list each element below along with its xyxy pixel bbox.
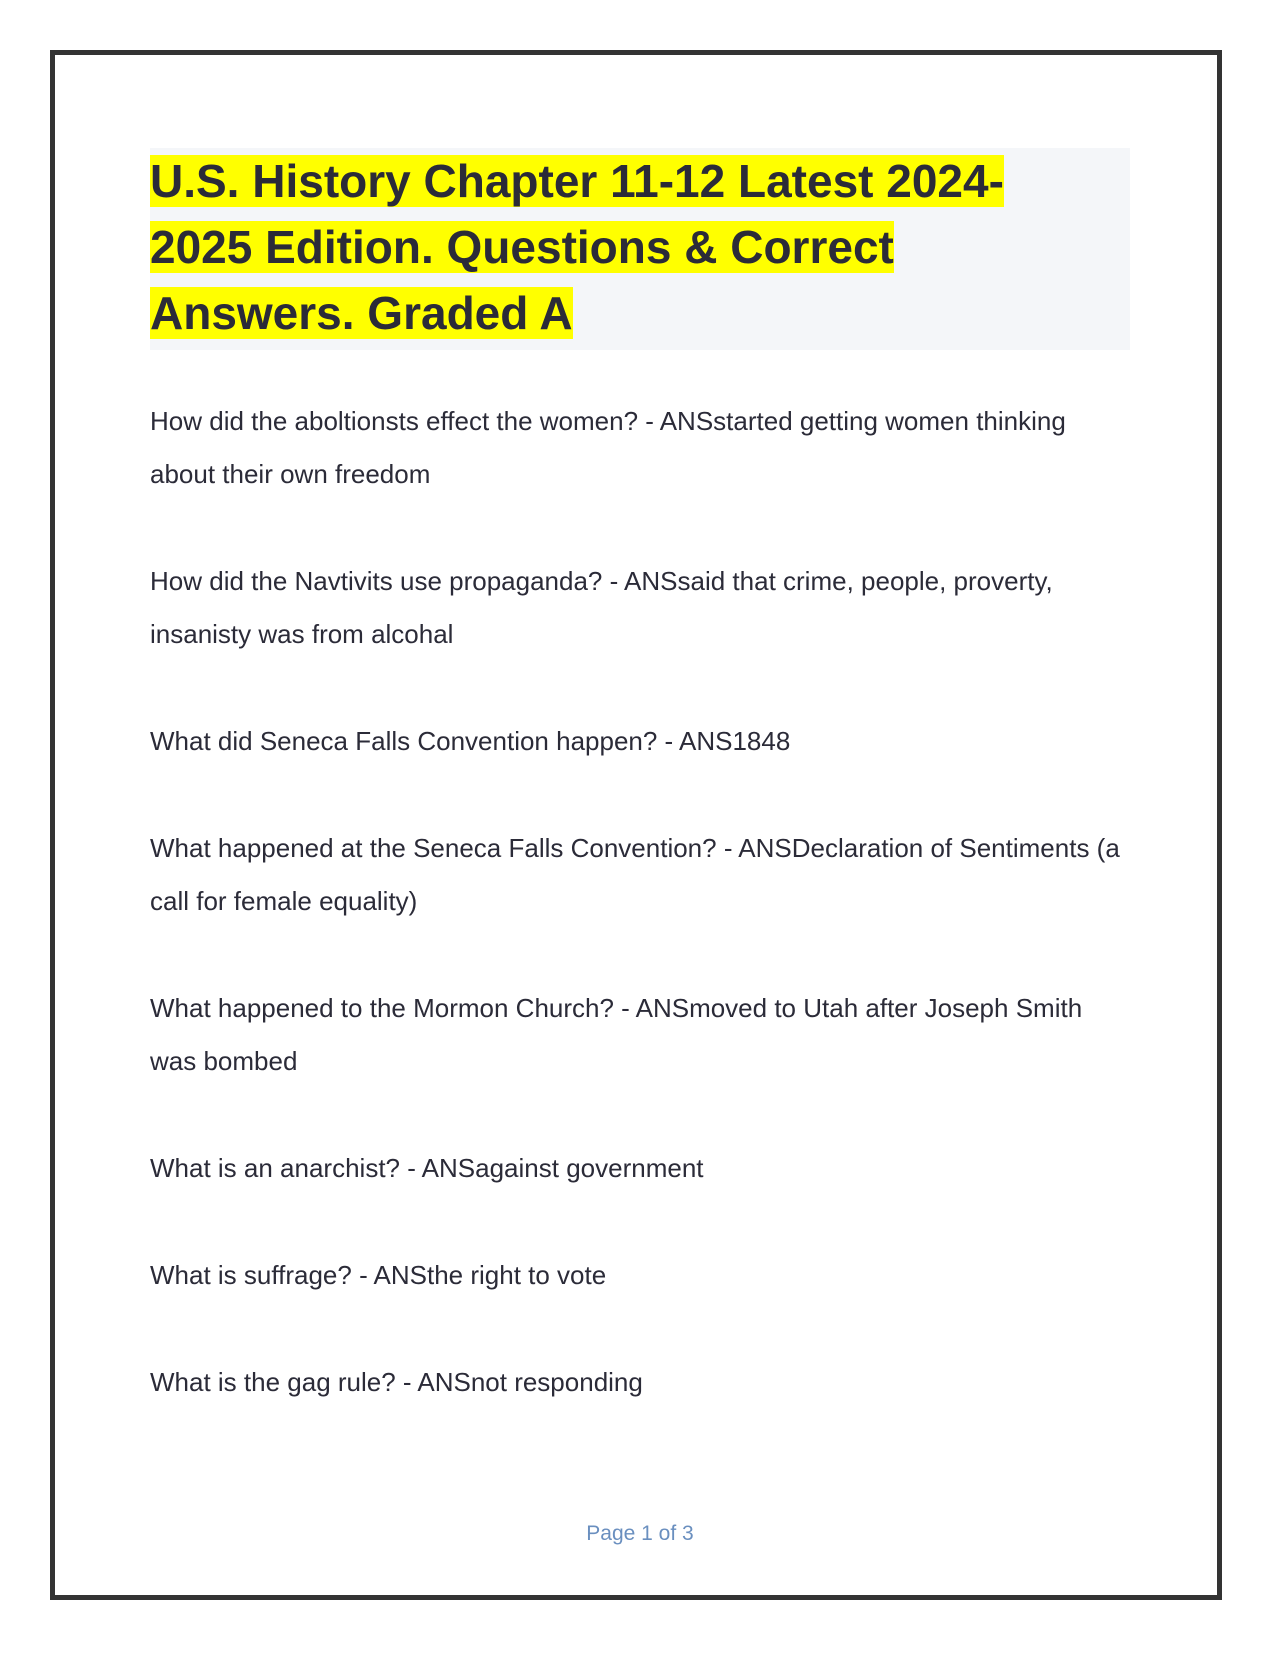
title-highlight: U.S. History Chapter 11-12 Latest 2024-2025 Edition. Questions & Correct Answers. Graded A [150,155,1004,339]
qa-item: What happened at the Seneca Falls Convention? - ANSDeclaration of Sentiments (a call for female equality) [150,833,1120,916]
qa-item: What happened to the Mormon Church? - ANSmoved to Utah after Joseph Smith was bombed [150,993,1083,1076]
qa-item: What did Seneca Falls Convention happen? - ANS1848 [150,726,791,756]
qa-item: How did the Navtivits use propaganda? - ANSsaid that crime, people, proverty, insanisty was from alcohal [150,566,1053,649]
document-title [150,148,1050,346]
qa-item: How did the aboltionsts effect the women? - ANSstarted getting women thinking about their own freedom [150,406,1066,489]
qa-item: What is the gag rule? - ANSnot responding [150,1367,643,1397]
page-number: Page 1 of 3 [586,1522,694,1545]
qa-item: What is an anarchist? - ANSagainst government [150,1153,704,1183]
qa-item: What is suffrage? - ANSthe right to vote [150,1260,607,1290]
qa-list [150,395,1130,1463]
title-block [150,148,1130,350]
